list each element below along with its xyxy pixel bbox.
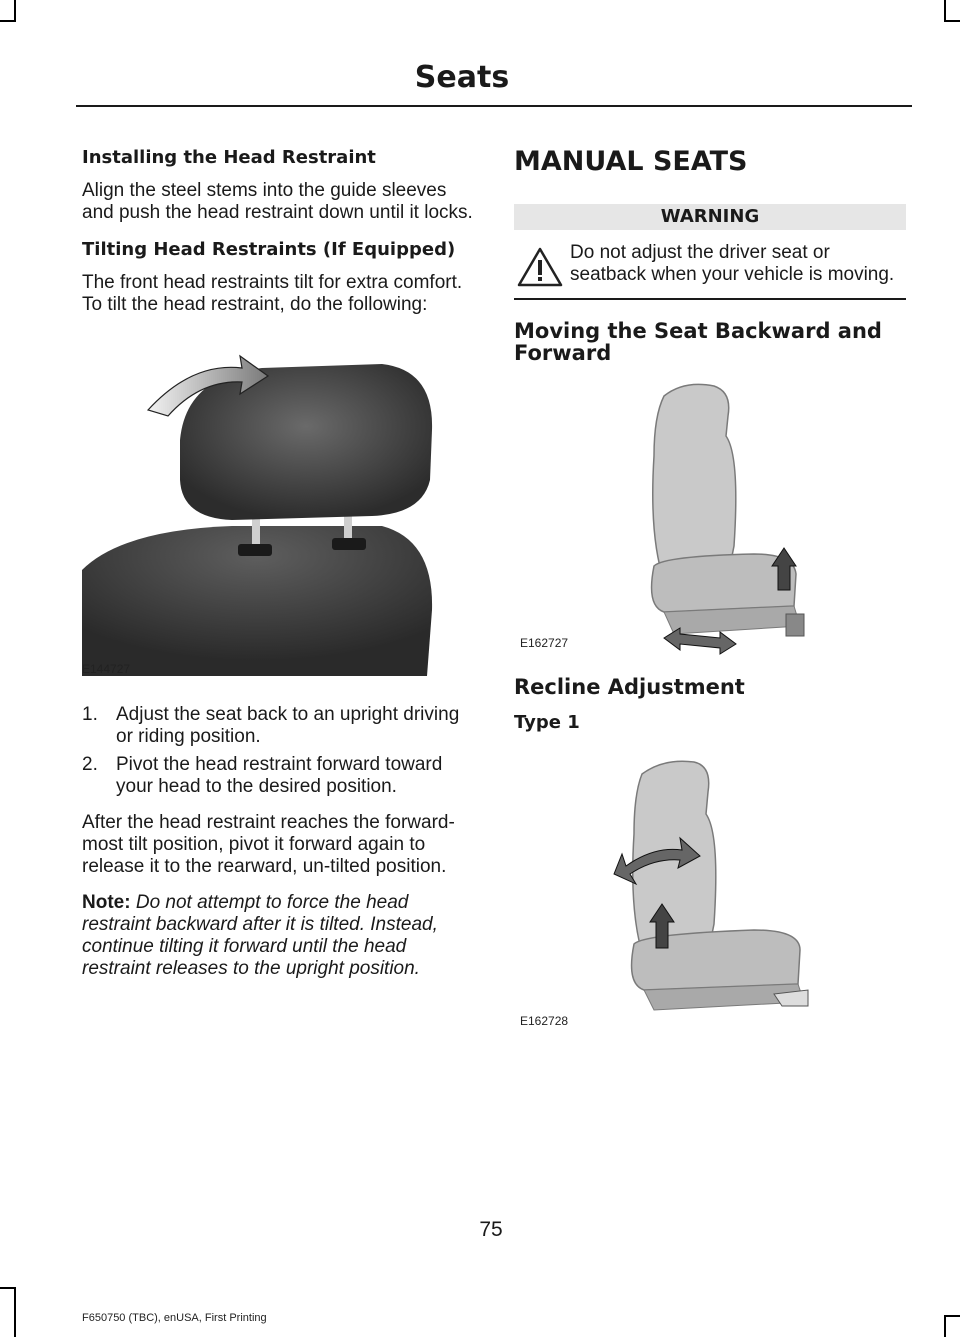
figure-code: E144727: [82, 662, 131, 676]
crop-mark: [14, 1287, 16, 1337]
step-number: 1.: [82, 704, 98, 725]
crop-mark: [0, 20, 16, 22]
tilting-heading: Tilting Head Restraints (If Equipped): [82, 239, 456, 260]
seat-fore-aft-illustration: [514, 376, 906, 656]
crop-mark: [944, 20, 960, 22]
steps-list: [82, 704, 474, 798]
page-number: 75: [479, 1218, 503, 1241]
step-text: Pivot the head restraint forward toward your head to the desired position.: [116, 754, 443, 797]
note-text: Do not attempt to force the head restraint backward after it is tilted. Instead, continue tilting it forward until the head restraint releases to the upright position.: [82, 892, 438, 979]
installing-text: Align the steel stems into the guide sleeves and push the head restraint down until it locks.: [82, 180, 473, 223]
section-heading: MANUAL SEATS: [514, 146, 748, 177]
list-item: [82, 754, 474, 798]
figure-code: E162728: [520, 1014, 569, 1028]
seat-fore-aft-figure: [514, 376, 906, 656]
tilting-text: The front head restraints tilt for extra comfort. To tilt the head restraint, do the following:: [82, 272, 463, 315]
head-restraint-illustration: [82, 330, 474, 676]
warning-box: [514, 242, 906, 288]
head-restraint-figure: [82, 330, 474, 676]
seat-recline-illustration: [514, 744, 906, 1034]
crop-mark: [944, 0, 946, 20]
recline-heading: Recline Adjustment: [514, 675, 745, 699]
crop-mark: [14, 0, 16, 20]
left-column: [82, 146, 474, 980]
crop-mark: [0, 1287, 16, 1289]
moving-heading: Moving the Seat Backward and Forward: [514, 319, 882, 365]
type1-heading: Type 1: [514, 712, 580, 733]
crop-mark: [944, 1317, 946, 1337]
warning-text: Do not adjust the driver seat or seatback when your vehicle is moving.: [570, 242, 895, 285]
note: [82, 892, 474, 980]
after-text: After the head restraint reaches the forward-most tilt position, pivot it forward again to release it to the rearward, un-tilted position.: [82, 812, 455, 877]
warning-divider: [514, 298, 906, 300]
header-divider: [76, 105, 912, 107]
list-item: [82, 704, 474, 748]
step-text: Adjust the seat back to an upright driving or riding position.: [116, 704, 460, 747]
figure-code: E162727: [520, 636, 569, 650]
footer-edition: F650750 (TBC), enUSA, First Printing: [82, 1312, 267, 1324]
page-number-row: [0, 1218, 960, 1242]
installing-heading: Installing the Head Restraint: [82, 147, 376, 168]
crop-mark: [944, 1315, 960, 1317]
page-header: [0, 60, 912, 95]
warning-triangle-icon: [516, 246, 564, 288]
warning-label: WARNING: [514, 204, 906, 230]
right-column: [514, 146, 906, 1034]
note-label: Note:: [82, 892, 131, 913]
page-title: Seats: [414, 60, 510, 95]
step-number: 2.: [82, 754, 98, 775]
seat-recline-figure: [514, 744, 906, 1034]
